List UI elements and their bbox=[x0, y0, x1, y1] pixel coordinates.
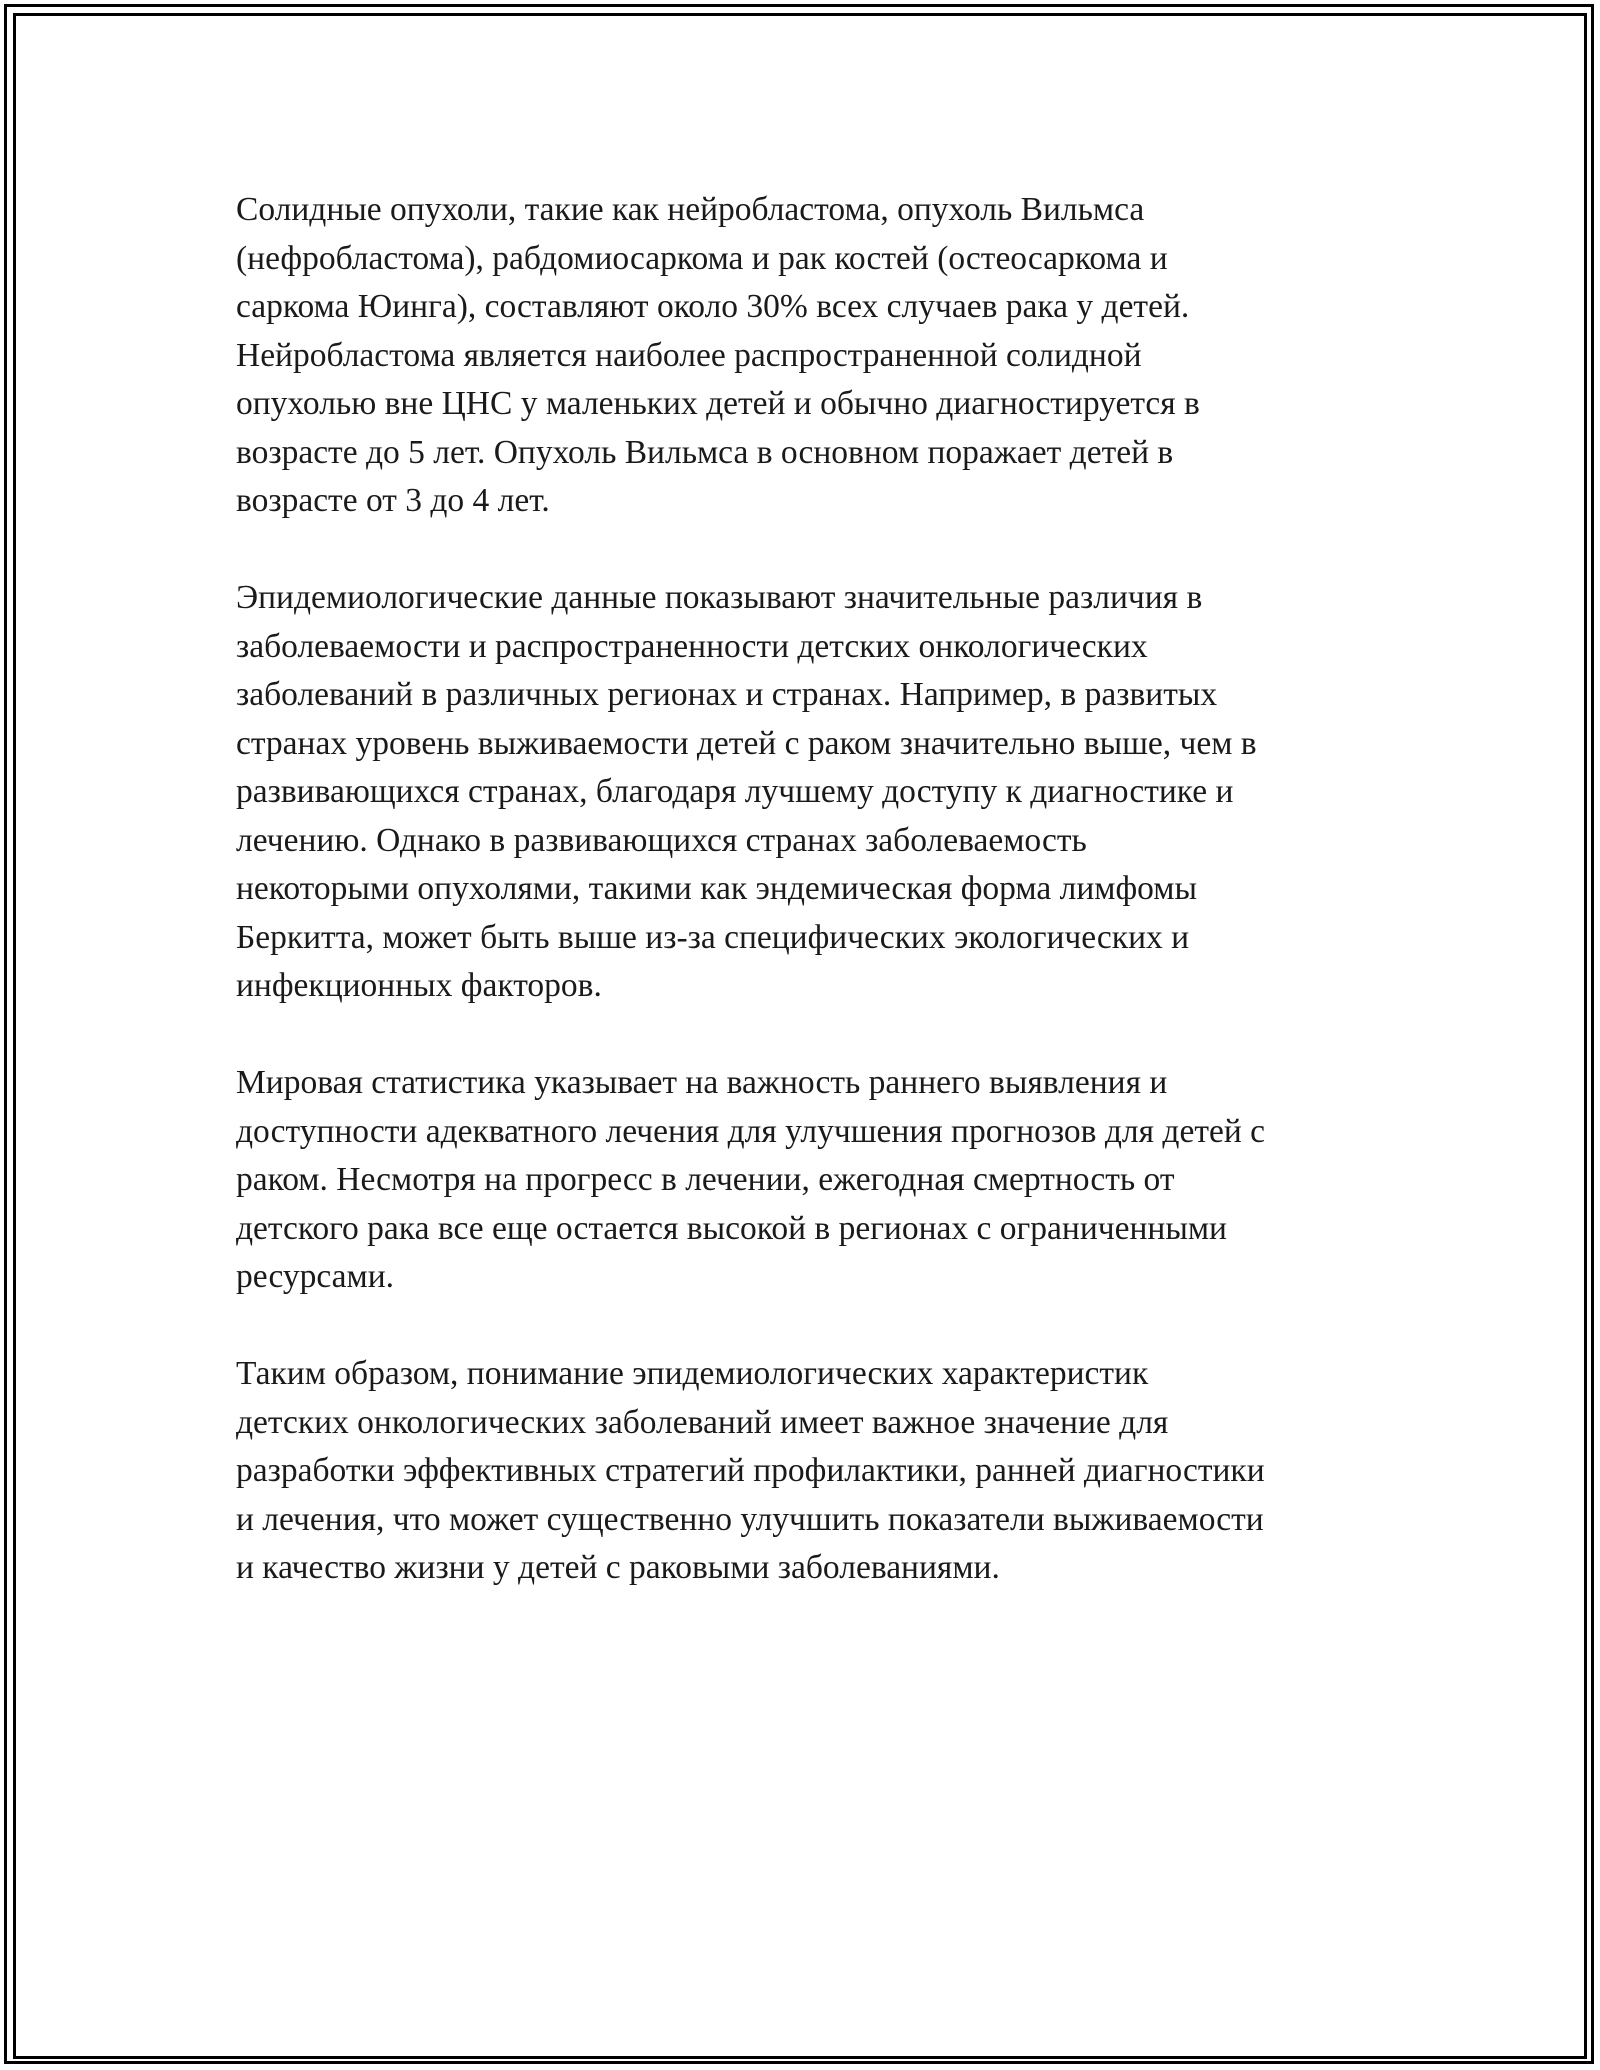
text-line: лечению. Однако в развивающихся странах заболеваемость bbox=[236, 821, 1087, 859]
paragraph-solid-tumors bbox=[236, 186, 1406, 526]
text-line: и лечения, что может существенно улучшить показатели выживаемости bbox=[236, 1500, 1264, 1538]
text-line: доступности адекватного лечения для улучшения прогнозов для детей с bbox=[236, 1112, 1265, 1150]
text-line: саркома Юинга), составляют около 30% всех случаев рака у детей. bbox=[236, 288, 1190, 325]
text-line: возрасте до 5 лет. Опухоль Вильмса в основном поражает детей в bbox=[236, 433, 1174, 471]
text-line: Таким образом, понимание эпидемиологических характеристик bbox=[236, 1355, 1149, 1392]
text-line: опухолью вне ЦНС у маленьких детей и обычно диагностируется в bbox=[236, 385, 1200, 422]
text-line: раком. Несмотря на прогресс в лечении, ежегодная смертность от bbox=[236, 1161, 1175, 1198]
text-line: заболеваемости и распространенности детских онкологических bbox=[236, 627, 1148, 665]
text-line: развивающихся странах, благодаря лучшему доступу к диагностике и bbox=[236, 773, 1234, 810]
text-line: Беркитта, может быть выше из-за специфических экологических и bbox=[236, 918, 1190, 956]
text-line: Нейробластома является наиболее распространенной солидной bbox=[236, 336, 1142, 374]
paragraph-epidemiology bbox=[236, 574, 1406, 1011]
text-line: детских онкологических заболеваний имеет важное значение для bbox=[236, 1403, 1169, 1441]
text-line: странах уровень выживаемости детей с раком значительно выше, чем в bbox=[236, 724, 1257, 762]
text-line: и качество жизни у детей с раковыми заболеваниями. bbox=[236, 1549, 1000, 1586]
text-line: заболеваний в различных регионах и странах. Например, в развитых bbox=[236, 676, 1218, 713]
text-line: разработки эффективных стратегий профилактики, ранней диагностики bbox=[236, 1452, 1265, 1489]
paragraph-world-statistics bbox=[236, 1059, 1406, 1302]
document-body bbox=[236, 186, 1406, 1641]
text-line: возрасте от 3 до 4 лет. bbox=[236, 482, 550, 519]
text-line: (нефробластома), рабдомиосаркома и рак костей (остеосаркома и bbox=[236, 239, 1168, 277]
text-line: Мировая статистика указывает на важность раннего выявления и bbox=[236, 1064, 1168, 1101]
text-line: Эпидемиологические данные показывают значительные различия в bbox=[236, 579, 1203, 616]
text-line: некоторыми опухолями, такими как эндемическая форма лимфомы bbox=[236, 870, 1197, 907]
paragraph-conclusion bbox=[236, 1350, 1406, 1593]
text-line: детского рака все еще остается высокой в регионах с ограниченными bbox=[236, 1209, 1227, 1247]
text-line: инфекционных факторов. bbox=[236, 967, 602, 1004]
text-line: ресурсами. bbox=[236, 1258, 395, 1295]
text-line: Солидные опухоли, такие как нейробластома, опухоль Вильмса bbox=[236, 191, 1145, 228]
